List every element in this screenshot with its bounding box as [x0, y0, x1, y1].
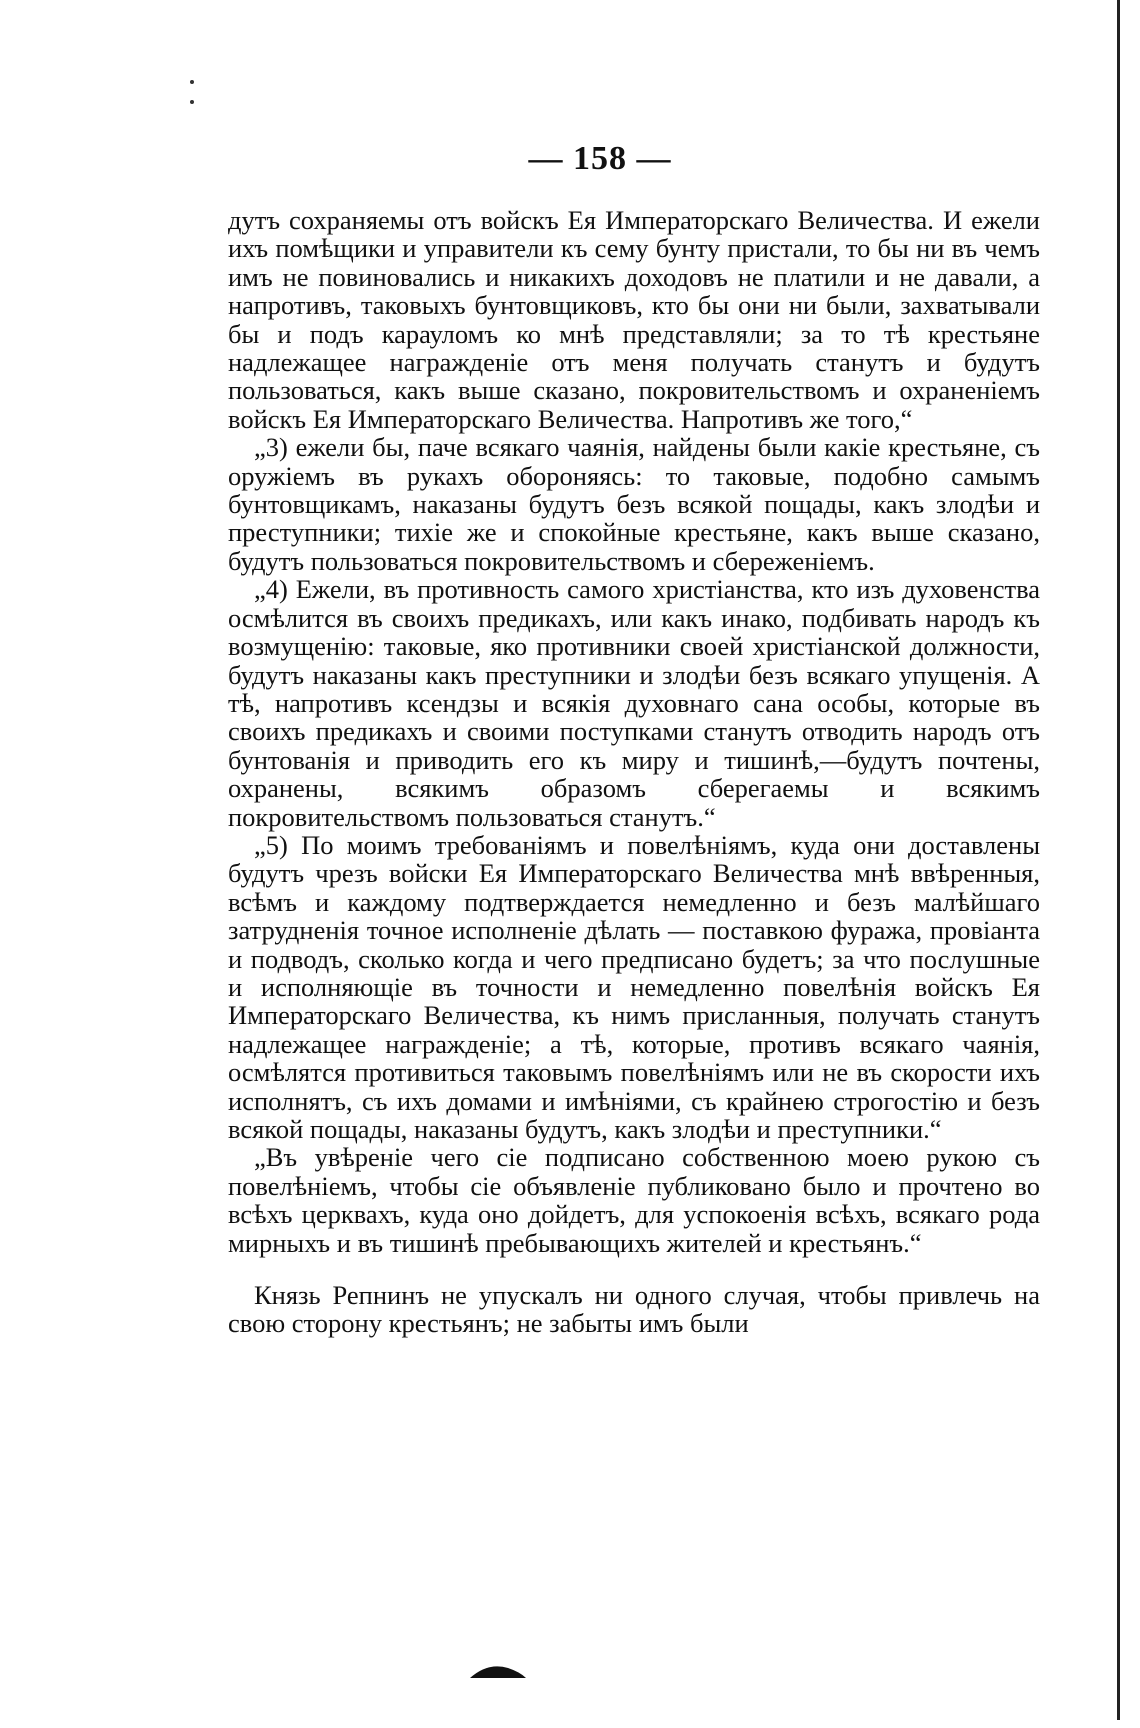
- page-edge-line: [1117, 0, 1120, 1720]
- speck: [190, 100, 194, 104]
- paragraph: „3) ежели бы, паче всякаго чаянія, найдены были какіе крестьяне, съ оружіемъ въ рукахъ обороняясь: то таковые, подобно самымъ бунтовщикамъ, наказаны будутъ безъ всякой пощады, какъ злодѣи и преступники; тихіе же и спокойные крестьяне, какъ выше сказано, будутъ пользоваться покровительствомъ и сбереженіемъ.: [228, 432, 1040, 576]
- body-text: [228, 206, 1040, 1338]
- ornament-mark: [468, 1662, 528, 1682]
- paragraph: Князь Репнинъ не упускалъ ни одного случая, чтобы привлечь на свою сторону крестьянъ; не забыты имъ были: [228, 1280, 1040, 1339]
- paragraph: „5) По моимъ требованіямъ и повелѣніямъ, куда они доставлены будутъ чрезъ войски Ея Императорскаго Величества мнѣ ввѣренныя, всѣмъ и каждому подтверждается немедленно и безъ малѣйшаго затрудненія точное исполненіе дѣлать — поставкою фуража, провіанта и подводъ, сколько когда и чего предписано будетъ; за что послушные и исполняющіе въ точности и немедленно повелѣнія войскъ Ея Императорскаго Величества, къ нимъ присланныя, получать станутъ надлежащее награжденіе; а тѣ, которые, противъ всякаго чаянія, осмѣлятся противиться таковымъ повелѣніямъ или не въ скорости ихъ исполнятъ, съ ихъ домами и имѣніями, съ крайнею строгостію и безъ всякой пощады, наказаны будутъ, какъ злодѣи и преступники.“: [228, 829, 1040, 1144]
- page-number: — 158 —: [528, 140, 672, 177]
- speck: [190, 80, 194, 84]
- paragraph: „Въ увѣреніе чего сіе подписано собственною моею рукою съ повелѣніемъ, чтобы сіе объявленіе публиковано было и прочтено во всѣхъ церквахъ, куда оно дойдетъ, для успокоенія всѣхъ, всякаго рода мирныхъ и въ тишинѣ пребывающихъ жителей и крестьянъ.“: [228, 1142, 1040, 1258]
- paragraph: дутъ сохраняемы отъ войскъ Ея Императорскаго Величества. И ежели ихъ помѣщики и управители къ сему бунту пристали, то бы ни въ чемъ имъ не повиновались и никакихъ доходовъ не платили и не давали, а напротивъ, таковыхъ бунтовщиковъ, кто бы они ни были, захватывали бы и подъ карауломъ ко мнѣ представляли; за то тѣ крестьяне надлежащее награжденіе отъ меня получать станутъ и будутъ пользоваться, какъ выше сказано, покровительствомъ и охраненіемъ войскъ Ея Императорскаго Величества. Напротивъ же того,“: [228, 205, 1040, 434]
- paragraph: „4) Ежели, въ противность самого христіанства, кто изъ духовенства осмѣлится въ своихъ предикахъ, или какъ инако, подбивать народъ къ возмущенію: таковые, яко противники своей христіанской должности, будутъ наказаны какъ преступники и злодѣи безъ всякаго упущенія. А тѣ, напротивъ ксендзы и всякія духовнаго сана особы, которые въ своихъ предикахъ и своими поступками станутъ отводить народъ отъ бунтованія и приводить его къ миру и тишинѣ,—будутъ почтены, охранены, всякимъ образомъ сберегаемы и всякимъ покровительствомъ пользоваться станутъ.“: [228, 574, 1040, 832]
